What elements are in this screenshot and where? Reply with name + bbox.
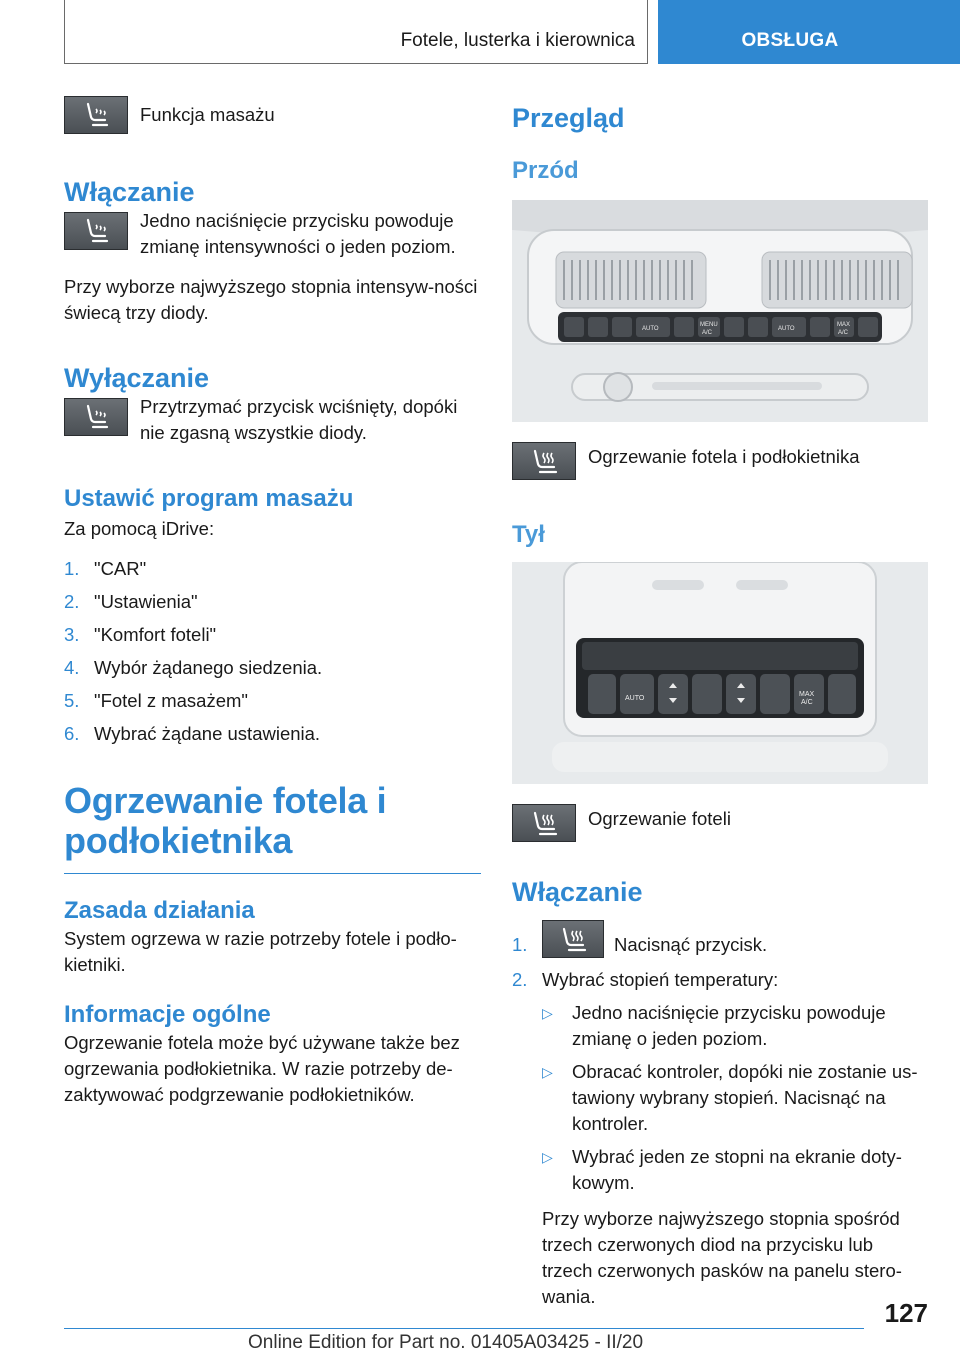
left-column xyxy=(64,96,481,1108)
list-item: 1. "CAR" xyxy=(64,558,147,579)
chapter-title: Ogrzewanie fotela i podłokietnika xyxy=(64,780,387,861)
rear-panel-label: AUTO xyxy=(625,695,645,702)
rear-panel-label: A/C xyxy=(801,699,813,706)
header-frame xyxy=(64,0,648,64)
page-number: 127 xyxy=(884,1298,928,1328)
list-item: ▷ Jedno naciśnięcie przycisku powoduje zmianę o jeden poziom. xyxy=(542,1002,886,1049)
triangle-bullet-icon: ▷ xyxy=(542,1064,553,1080)
massage-seat-icon xyxy=(64,212,128,250)
list-item: 3. "Komfort foteli" xyxy=(64,624,217,645)
front-console-illustration xyxy=(512,200,928,422)
right-column xyxy=(512,96,928,1310)
principle-heading: Zasada działania xyxy=(64,897,255,924)
program-heading: Ustawić program masażu xyxy=(64,485,354,512)
front-panel-label: MENU xyxy=(700,322,718,328)
chapter-tab[interactable] xyxy=(658,0,960,64)
general-heading: Informacje ogólne xyxy=(64,1001,271,1028)
seat-heating-icon xyxy=(512,804,576,842)
footer-divider xyxy=(64,1328,864,1329)
rear-console-photo xyxy=(512,562,928,784)
massage-seat-icon xyxy=(64,96,128,134)
chapter-divider xyxy=(64,873,481,874)
switch-on-row xyxy=(64,208,481,264)
front-panel-label: MAX xyxy=(837,322,851,328)
list-item: 2. "Ustawienia" xyxy=(64,591,198,612)
chapter-tab-label: OBSŁUGA xyxy=(741,30,839,51)
massage-seat-icon xyxy=(64,398,128,436)
list-item: 1. Nacisnąć przycisk. xyxy=(512,920,928,960)
switch-off-heading: Wyłączanie xyxy=(64,363,210,393)
switch-off-row xyxy=(64,394,481,450)
front-panel-label: A/C xyxy=(702,330,713,336)
rear-caption-row xyxy=(512,804,928,860)
triangle-bullet-icon: ▷ xyxy=(542,1005,553,1021)
massage-function-label: Funkcja masażu xyxy=(140,104,275,125)
front-panel-label: A/C xyxy=(838,330,849,336)
switch-on-text: Jedno naciśnięcie przycisku powoduje zmianę intensywności o jeden poziom. xyxy=(140,210,456,257)
switch-on-heading: Włączanie xyxy=(64,177,195,207)
switch-on-note: Przy wyborze najwyższego stopnia intensyw-ności świecą trzy diody. xyxy=(64,276,478,323)
list-item: 5. "Fotel z masażem" xyxy=(64,690,248,711)
switch-on-steps xyxy=(512,920,928,993)
rear-caption: Ogrzewanie foteli xyxy=(588,808,731,829)
list-item: 2. Wybrać stopień temperatury: xyxy=(512,969,779,990)
program-intro: Za pomocą iDrive: xyxy=(64,518,215,539)
rear-panel-label: MAX xyxy=(799,691,815,698)
front-caption: Ogrzewanie fotela i podłokietnika xyxy=(588,446,860,467)
general-text: Ogrzewanie fotela może być używane także bez ogrzewania podłokietnika. W razie potrzeby de-zaktywować podgrzewanie podłokietników. xyxy=(64,1032,460,1105)
front-panel-label: AUTO xyxy=(642,326,659,332)
overview-heading: Przegląd xyxy=(512,103,625,133)
program-steps xyxy=(64,556,481,747)
temperature-options xyxy=(542,1000,928,1196)
front-heading: Przód xyxy=(512,157,579,184)
switch-on-heading-right: Włączanie xyxy=(512,877,643,907)
seat-heating-icon xyxy=(542,920,604,958)
front-caption-row xyxy=(512,442,928,498)
seat-heating-icon xyxy=(512,442,576,480)
section-title: Fotele, lusterka i kierownica xyxy=(400,30,635,51)
list-item: ▷ Wybrać jeden ze stopni na ekranie doty-kowym. xyxy=(542,1146,902,1193)
edition-footer: Online Edition for Part no. 01405A03425 - II/20 xyxy=(248,1332,644,1353)
switch-off-text: Przytrzymać przycisk wciśnięty, dopóki nie zgasną wszystkie diody. xyxy=(140,396,458,443)
max-level-note: Przy wyborze najwyższego stopnia spośród trzech czerwonych diod na przycisku lub trzech czerwonych pasków na panelu stero-wania. xyxy=(542,1208,902,1307)
massage-function-row xyxy=(64,96,481,148)
list-item: ▷ Obracać kontroler, dopóki nie zostanie us-tawiony wybrany stopień. Nacisnąć na kontroler. xyxy=(542,1061,918,1134)
principle-text: System ogrzewa w razie potrzeby fotele i podło-kietniki. xyxy=(64,928,457,975)
rear-heading: Tył xyxy=(512,521,545,548)
front-panel-label: AUTO xyxy=(778,326,795,332)
rear-console-illustration xyxy=(512,562,928,784)
front-console-photo xyxy=(512,200,928,422)
list-item: 6. Wybrać żądane ustawienia. xyxy=(64,723,321,744)
triangle-bullet-icon: ▷ xyxy=(542,1149,553,1165)
list-item: 4. Wybór żądanego siedzenia. xyxy=(64,657,323,678)
